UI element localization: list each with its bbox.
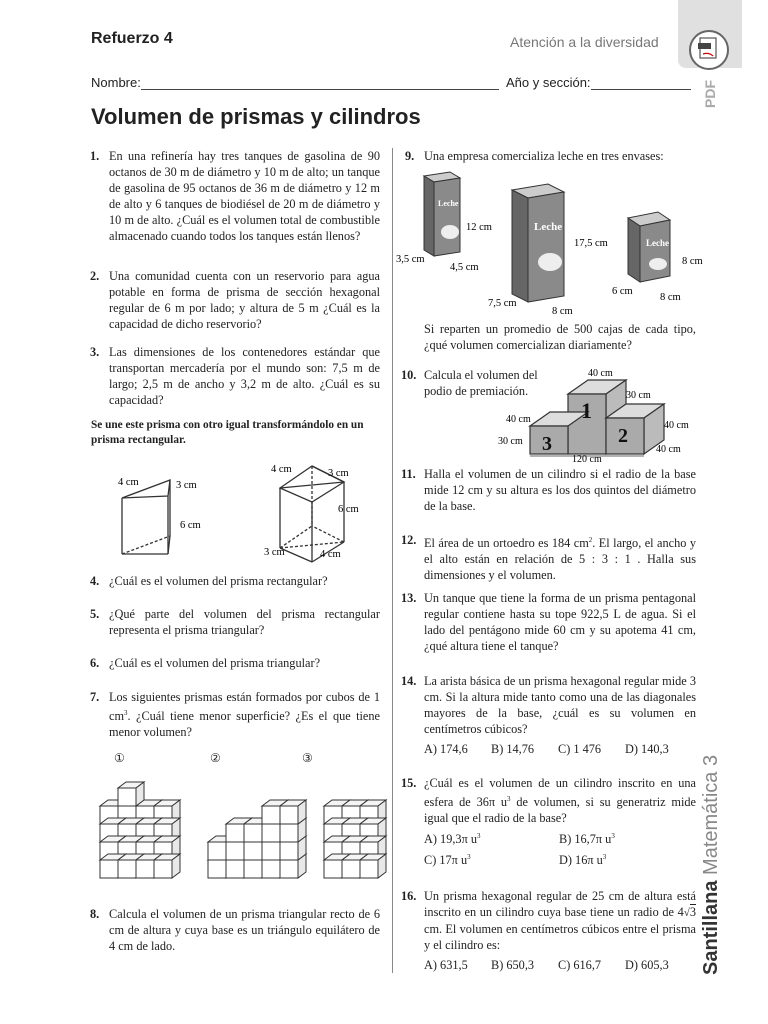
- fig-a-label-2: 3 cm: [176, 480, 197, 491]
- q2-number: 2.: [90, 269, 100, 283]
- fig-a-label-3: 6 cm: [180, 520, 201, 531]
- q16-option-d[interactable]: D) 605,3: [625, 958, 669, 972]
- box2-brand: Leche: [534, 221, 563, 233]
- q3-text: Las dimensiones de los contenedores estándar que transportan mercadería por el mundo son: 7,5 m de largo; 2,5 m de ancho y 3,2 m de alto. ¿Cuál es su capacidad?: [109, 345, 380, 407]
- q14-option-c[interactable]: C) 1 476: [558, 742, 602, 756]
- cube: [118, 782, 144, 806]
- q5-number: 5.: [90, 607, 100, 621]
- podium-number-3: 3: [542, 433, 552, 455]
- q6-number: 6.: [90, 656, 100, 670]
- question-11: [401, 466, 696, 514]
- q9-number: 9.: [405, 149, 415, 163]
- q15-option-c-row: [424, 853, 471, 868]
- podium-number-1: 1: [581, 398, 592, 423]
- cube-prisms-figure: [92, 768, 392, 888]
- q12-sup: 2: [588, 536, 593, 544]
- box3-depth: 8 cm: [660, 292, 681, 303]
- q15-option-d-row: [559, 853, 606, 868]
- brand: [700, 755, 723, 975]
- q13-number: 13.: [401, 591, 417, 605]
- sqrt-symbol: √: [683, 907, 690, 919]
- fig-b-label-3: 6 cm: [338, 504, 359, 515]
- q11-number: 11.: [401, 467, 416, 481]
- q15-sup: 3: [507, 795, 511, 803]
- question-4: [90, 573, 380, 589]
- milk-box-small: [628, 212, 670, 282]
- q16-option-a[interactable]: A) 631,5: [424, 958, 468, 972]
- brand-name: Santillana: [700, 880, 722, 975]
- cube: [154, 854, 180, 878]
- fig-b-label-2: 3 cm: [328, 468, 349, 479]
- question-9b: Si reparten un promedio de 500 cajas de cada tipo, ¿qué volumen comercializan diariamente?: [424, 322, 696, 352]
- q13-text: Un tanque que tiene la forma de un prisma pentagonal regular contiene hasta su tope 922,5 L de agua. Si el lado del pentágono mide 60 cm y su apotema 41 cm, ¿qué altura tiene el tanque?: [424, 591, 696, 653]
- q7-text-a: Los siguientes prismas están formados por cubos de 1 cm: [109, 690, 380, 724]
- box3-brand: Leche: [646, 238, 669, 248]
- question-7: [90, 689, 380, 740]
- q10-text: Calcula el volumen del podio de premiación.: [424, 368, 538, 398]
- q7-text-b: . ¿Cuál tiene menor superficie? ¿Es el que tiene menor volumen?: [109, 709, 380, 740]
- q16-root: 3: [689, 905, 696, 919]
- q16-option-c[interactable]: C) 616,7: [558, 958, 602, 972]
- q15-option-a[interactable]: A) 19,3π u: [424, 832, 478, 847]
- milk-box-small-tall: [424, 172, 460, 256]
- fig-b-label-4: 3 cm: [264, 547, 285, 558]
- q15-option-c[interactable]: C) 17π u: [424, 853, 468, 868]
- pdf-icon-graphic: [691, 32, 727, 68]
- q11-text: Halla el volumen de un cilindro si el radio de la base mide 12 cm y su altura es los dos quintos del diámetro de la base.: [424, 467, 696, 513]
- section-field-row: [506, 75, 691, 90]
- box2-width: 7,5 cm: [488, 298, 517, 309]
- box3-height: 8 cm: [682, 256, 703, 267]
- q4-text: ¿Cuál es el volumen del prisma rectangular?: [109, 574, 328, 588]
- q16-text-a: Un prisma hexagonal regular de 25 cm de altura está inscrito en un cilindro cuya base tiene un radio de 4: [424, 889, 696, 919]
- milk-boxes-figure: [394, 166, 714, 316]
- question-16: [401, 888, 696, 953]
- podium-label-40left: 40 cm: [506, 414, 531, 425]
- podium-label-40r1: 40 cm: [664, 420, 689, 431]
- podium-label-40r2: 40 cm: [656, 444, 681, 455]
- q15-option-d-sup: 3: [602, 853, 607, 861]
- q15-text-a: ¿Cuál es el volumen de un cilindro inscrito en una esfera de 36π u: [424, 776, 696, 810]
- milk-box-large: [512, 184, 564, 302]
- fig-b-label-5: 4 cm: [320, 549, 341, 560]
- q14-option-b[interactable]: B) 14,76: [491, 742, 535, 756]
- podium-number-2: 2: [618, 425, 628, 447]
- box2-height: 17,5 cm: [574, 238, 608, 249]
- fig-a-label-1: 4 cm: [118, 477, 139, 488]
- q14-options: [424, 742, 669, 757]
- podium-figure: [496, 366, 696, 462]
- q16-number: 16.: [401, 889, 417, 903]
- q14-text: La arista básica de un prisma hexagonal regular mide 3 cm. Si la altura mide tanto como una de las diagonales mayores de la base, ¿cuál es su volumen en centímetros cúbicos?: [424, 674, 696, 736]
- q7-sup: 3: [124, 709, 128, 717]
- q16-option-b[interactable]: B) 650,3: [491, 958, 535, 972]
- q12-text-b: . El largo, el ancho y el alto están en relación de 5 : 3 : 1 . Halla sus dimensiones y el volumen.: [424, 536, 696, 583]
- podium-label-30left: 30 cm: [498, 436, 523, 447]
- question-5: [90, 606, 380, 638]
- podium-label-120: 120 cm: [572, 454, 602, 462]
- box2-depth: 8 cm: [552, 306, 573, 316]
- name-field[interactable]: [141, 76, 499, 90]
- question-9: [405, 148, 696, 164]
- q15-option-c-sup: 3: [467, 853, 471, 861]
- question-14: [401, 673, 696, 737]
- cube: [360, 854, 386, 878]
- q1-text: En una refinería hay tres tanques de gasolina de 90 octanos de 30 m de diámetro y 10 m de alto; un tanque de gasolina de 95 octanos de 36 m de diámetro y 12 m de alto y 6 tanques de biodiésel de 20 m de diámetro y 10 m de alto. ¿Cuál es el volumen total de combustible almacenado cuando todos los tanques están llenos?: [109, 149, 380, 243]
- q15-option-b-sup: 3: [611, 832, 615, 840]
- q9-text: Una empresa comercializa leche en tres envases:: [424, 149, 664, 163]
- rectangular-prism-figure: [262, 460, 372, 570]
- question-8: [90, 906, 380, 954]
- section-label: Año y sección:: [506, 75, 591, 90]
- q3-number: 3.: [90, 345, 100, 359]
- cube-label-1: ①: [114, 751, 125, 765]
- question-1: [90, 148, 380, 244]
- box1-depth: 4,5 cm: [450, 262, 479, 273]
- q12-text-a: El área de un ortoedro es 184 cm: [424, 536, 589, 551]
- question-3: [90, 344, 380, 408]
- question-2: [90, 268, 380, 332]
- question-6: [90, 655, 380, 671]
- cube: [280, 800, 306, 824]
- q14-option-a[interactable]: A) 174,6: [424, 742, 468, 756]
- q14-option-d[interactable]: D) 140,3: [625, 742, 669, 756]
- box1-width: 3,5 cm: [396, 254, 425, 265]
- question-13: [401, 590, 696, 654]
- section-field[interactable]: [591, 76, 691, 90]
- q15-option-b[interactable]: B) 16,7π u: [559, 832, 612, 847]
- q16-text-b: cm. El volumen en centímetros cúbicos entre el prisma y el cilindro es:: [424, 922, 696, 952]
- brand-subject: Matemática 3: [700, 754, 722, 875]
- column-divider: [392, 148, 393, 973]
- q5-text: ¿Qué parte del volumen del prisma rectangular representa el prisma triangular?: [109, 607, 380, 637]
- fig-b-label-1: 4 cm: [271, 464, 292, 475]
- podium-label-30a: 30 cm: [626, 390, 651, 401]
- prism-note: Se une este prisma con otro igual transformándolo en un prisma rectangular.: [91, 419, 364, 446]
- q10-number: 10.: [401, 368, 417, 382]
- q15-option-a-row: [424, 832, 481, 847]
- q1-number: 1.: [90, 149, 100, 163]
- name-label: Nombre:: [91, 75, 141, 90]
- q14-number: 14.: [401, 674, 417, 688]
- box1-brand: Leche: [438, 199, 459, 208]
- q2-text: Una comunidad cuenta con un reservorio para agua potable en forma de prisma de sección hexagonal regular de 6 m por lado; y altura de 5 m ¿Cuál es la capacidad de dicho reservorio?: [109, 269, 380, 331]
- q4-number: 4.: [90, 574, 100, 588]
- box3-width: 6 cm: [612, 286, 633, 297]
- q15-option-d[interactable]: D) 16π u: [559, 853, 603, 868]
- q15-option-b-row: [559, 832, 615, 847]
- q8-number: 8.: [90, 907, 100, 921]
- worksheet-subtitle: Atención a la diversidad: [510, 34, 659, 50]
- triangular-prism-figure: [110, 470, 220, 570]
- q12-number: 12.: [401, 533, 417, 547]
- q15-option-a-sup: 3: [477, 832, 481, 840]
- cube-label-2: ②: [210, 751, 221, 765]
- worksheet-title: Refuerzo 4: [91, 30, 173, 47]
- box1-height: 12 cm: [466, 222, 492, 233]
- q7-number: 7.: [90, 690, 100, 704]
- q15-number: 15.: [401, 776, 417, 790]
- q16-options: [424, 958, 669, 973]
- question-15: [401, 775, 696, 826]
- pdf-side-label: PDF: [702, 80, 718, 108]
- cube-label-3: ③: [302, 751, 313, 765]
- q8-text: Calcula el volumen de un prisma triangular recto de 6 cm de altura y cuya base es un triángulo equilátero de 4 cm de lado.: [109, 907, 380, 953]
- page-title: Volumen de prismas y cilindros: [91, 104, 421, 129]
- podium-label-top: 40 cm: [588, 368, 613, 379]
- question-12: [401, 532, 696, 583]
- q15-text-b: de volumen, si su generatriz mide igual que el radio de la base?: [424, 795, 696, 826]
- q6-text: ¿Cuál es el volumen del prisma triangular?: [109, 656, 321, 670]
- name-field-row: [91, 75, 499, 90]
- pdf-icon[interactable]: [689, 30, 729, 70]
